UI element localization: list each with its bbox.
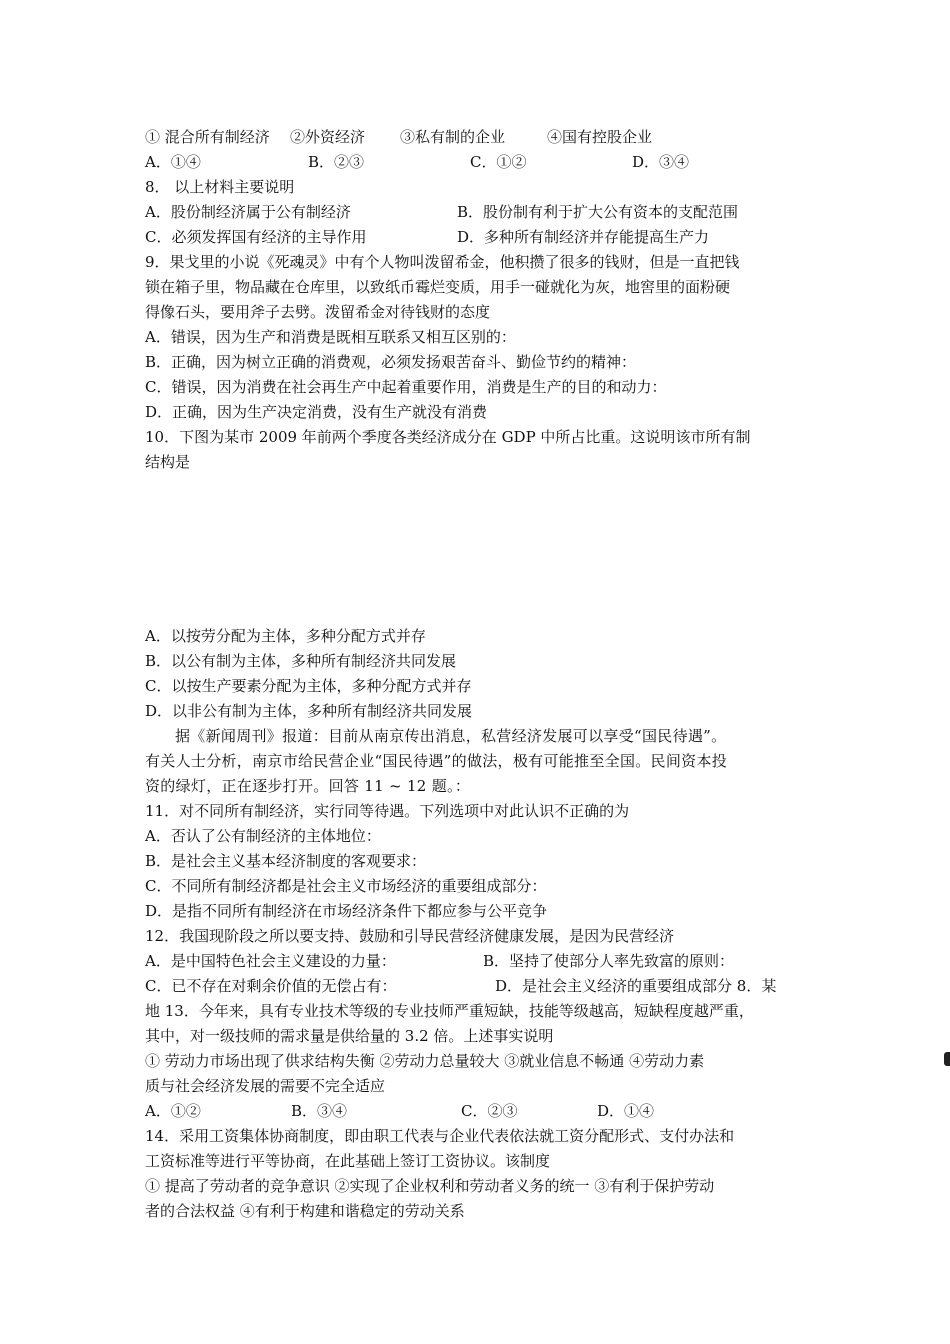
- choice-c: C．已不存在对剩余价值的无偿占有：: [145, 977, 397, 995]
- choice-a: A．是中国特色社会主义建设的力量：: [145, 952, 396, 970]
- q11-choice-d: D．是指不同所有制经济在市场经济条件下都应参与公平竞争: [145, 902, 548, 920]
- choice-d: D．①④: [597, 1102, 655, 1120]
- statement-1: ① 混合所有制经济: [145, 128, 270, 146]
- choice-d: D．③④: [632, 153, 690, 171]
- choice-d: D．多种所有制经济并存能提高生产力: [457, 228, 710, 246]
- q10-choice-b: B．以公有制为主体，多种所有制经济共同发展: [145, 652, 457, 670]
- choice-b: B．③④: [291, 1102, 348, 1120]
- q13-answer-choices: [145, 1101, 654, 1121]
- q11-choice-a: A．否认了公有制经济的主体地位：: [145, 827, 381, 845]
- q11-choice-b: B．是社会主义基本经济制度的客观要求：: [145, 852, 427, 870]
- statement-4: ④国有控股企业: [547, 128, 653, 146]
- choice-a: A．股份制经济属于公有制经济: [145, 203, 351, 221]
- question-14-line-1: 14．采用工资集体协商制度，即由职工代表与企业代表依法就工资分配形式、支付办法和: [145, 1127, 735, 1145]
- question-9-line-2: 锁在箱子里，物品藏在仓库里，以致纸币霉烂变质，用手一碰就化为灰，地窖里的面粉硬: [145, 278, 731, 296]
- question-12: 12．我国现阶段之所以要支持、鼓励和引导民营经济健康发展，是因为民营经济: [145, 927, 675, 945]
- choice-c: C．必须发挥国有经济的主导作用: [145, 228, 367, 246]
- q14-statements-line-1: ① 提高了劳动者的竞争意识 ②实现了企业权利和劳动者义务的统一 ③有利于保护劳动: [145, 1177, 715, 1195]
- q11-choice-c: C．不同所有制经济都是社会主义市场经济的重要组成部分：: [145, 877, 547, 895]
- q14-statements-line-2: 者的合法权益 ④有利于构建和谐稳定的劳动关系: [145, 1202, 465, 1220]
- q13-statements-line-2: 质与社会经济发展的需要不完全适应: [145, 1077, 386, 1095]
- question-14-line-2: 工资标准等进行平等协商，在此基础上签订工资协议。该制度: [145, 1152, 551, 1170]
- question-10-line-1: 10．下图为某市 2009 年前两个季度各类经济成分在 GDP 中所占比重。这说明该市所有制: [145, 428, 751, 446]
- question-13-line-1: 地 13．今年来，具有专业技术等级的专业技师严重短缺，技能等级越高，短缺程度越严重，: [145, 1002, 754, 1020]
- choice-d: D．是社会主义经济的重要组成部分 8．某: [495, 977, 777, 995]
- question-10-line-2: 结构是: [145, 453, 191, 471]
- q12-choices-ab: [145, 951, 734, 971]
- question-11: 11．对不同所有制经济，实行同等待遇。下列选项中对此认识不正确的为: [145, 802, 630, 820]
- question-9-line-1: 9．果戈里的小说《死魂灵》中有个人物叫泼留希金，他积攒了很多的钱财，但是一直把钱: [145, 253, 740, 271]
- q9-choice-c: C．错误，因为消费在社会再生产中起着重要作用，消费是生产的目的和动力：: [145, 378, 667, 396]
- question-8: 8． 以上材料主要说明: [145, 178, 295, 196]
- passage-line-3: 资的绿灯，正在逐步打开。回答 11 ~ 12 题。：: [145, 777, 471, 795]
- q7-answer-choices: [145, 152, 689, 172]
- choice-a: A．①②: [145, 1102, 201, 1120]
- question-9-line-3: 得像石头，要用斧子去劈。泼留希金对待钱财的态度: [145, 303, 491, 321]
- choice-c: C．①②: [470, 153, 527, 171]
- choice-b: B．②③: [308, 153, 365, 171]
- q10-choice-d: D．以非公有制为主体，多种所有制经济共同发展: [145, 702, 473, 720]
- choice-a: A．①④: [145, 153, 201, 171]
- statement-3: ③私有制的企业: [400, 128, 506, 146]
- choice-c: C．②③: [461, 1102, 518, 1120]
- q9-choice-b: B．正确，因为树立正确的消费观，必须发扬艰苦奋斗、勤俭节约的精神：: [145, 353, 637, 371]
- q9-choice-a: A．错误，因为生产和消费是既相互联系又相互区别的：: [145, 328, 516, 346]
- q13-statements-line-1: ① 劳动力市场出现了供求结构失衡 ②劳动力总量较大 ③就业信息不畅通 ④劳动力素: [145, 1052, 705, 1070]
- statement-2: ②外资经济: [290, 128, 366, 146]
- question-13-line-2: 其中，对一级技师的需求量是供给量的 3.2 倍。上述事实说明: [145, 1027, 554, 1045]
- q12-choices-cd: [145, 976, 776, 996]
- choice-b: B．坚持了使部分人率先致富的原则：: [483, 952, 735, 970]
- q7-options-statements: [145, 127, 652, 147]
- passage-line-2: 有关人士分析，南京市给民营企业“国民待遇”的做法，极有可能推至全国。民间资本投: [145, 752, 728, 770]
- q10-choice-c: C．以按生产要素分配为主体，多种分配方式并存: [145, 677, 472, 695]
- margin-mark: [944, 1052, 950, 1066]
- q10-choice-a: A．以按劳分配为主体，多种分配方式并存: [145, 627, 426, 645]
- q8-choices-cd: [145, 227, 709, 247]
- q8-choices-ab: [145, 202, 738, 222]
- q9-choice-d: D．正确，因为生产决定消费，没有生产就没有消费: [145, 403, 488, 421]
- choice-b: B．股份制有利于扩大公有资本的支配范围: [457, 203, 739, 221]
- passage-line-1: 据《新闻周刊》报道：目前从南京传出消息，私营经济发展可以享受“国民待遇”。: [175, 727, 727, 745]
